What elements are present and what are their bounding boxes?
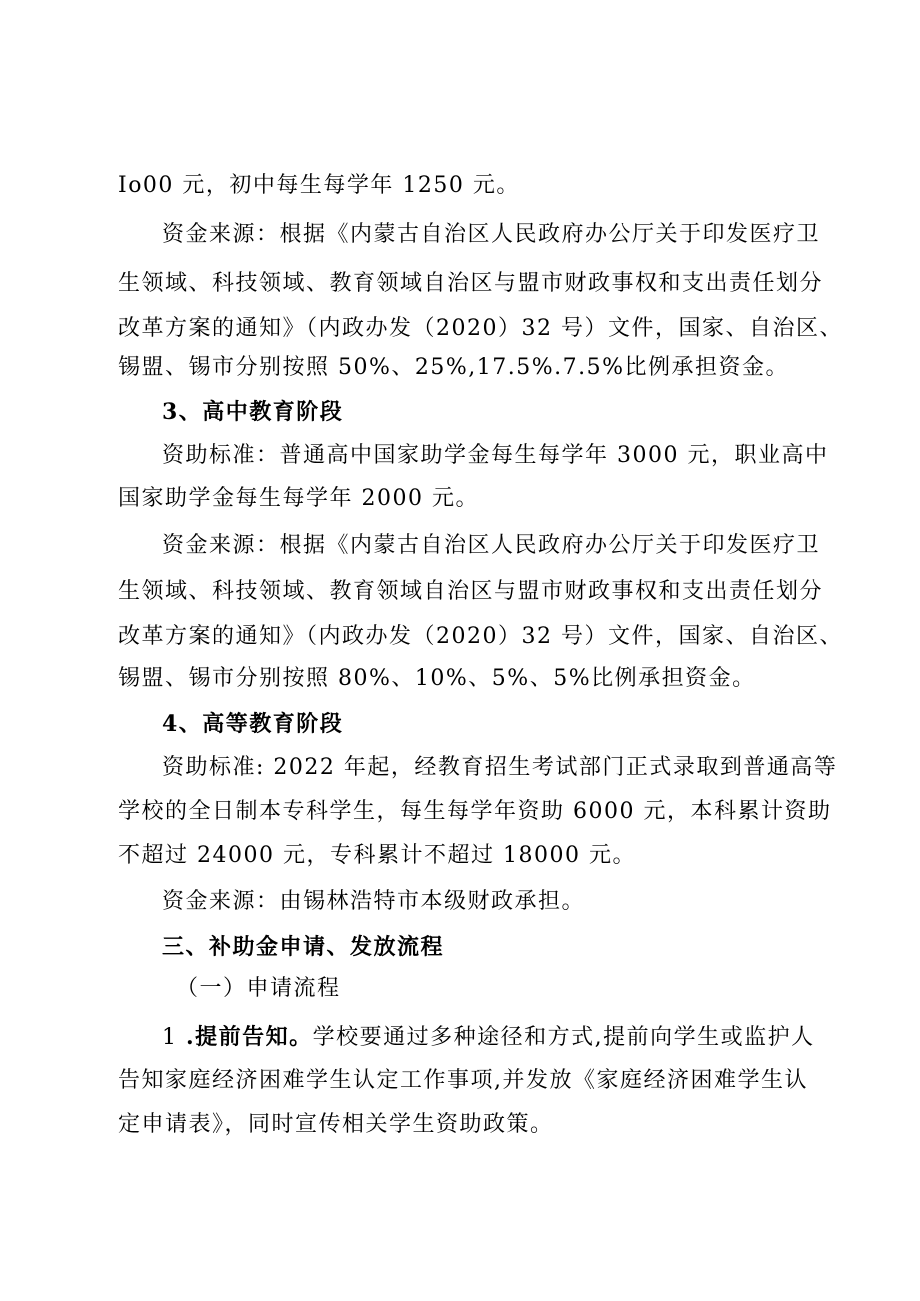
text-line: 告知家庭经济困难学生认定工作事项,并发放《家庭经济困难学生认 — [118, 1068, 808, 1093]
text-line: 资金来源：由锡林浩特市本级财政承担。 — [162, 889, 586, 914]
section-heading: 三、补助金申请、发放流程 — [162, 934, 445, 960]
text-line: Io00 元，初中每生每学年 1250 元。 — [118, 173, 520, 198]
text-line: 资助标准: 2022 年起，经教育招生考试部门正式录取到普通高等 — [162, 755, 838, 780]
text-line: 生领域、科技领域、教育领域自治区与盟市财政事权和支出责任划分 — [118, 579, 824, 604]
list-item-text: 学校要通过多种途径和方式,提前向学生或监护人 — [312, 1025, 815, 1050]
text-line: 资金来源：根据《内蒙古自治区人民政府办公厅关于印发医疗卫 — [162, 222, 821, 247]
text-line: 改革方案的通知》（内政办发（2020）32 号）文件，国家、自治区、 — [118, 624, 843, 649]
subsection-heading: （一）申请流程 — [176, 976, 341, 1001]
list-item-title: .提前告知。 — [186, 1024, 313, 1050]
list-number: 1 — [162, 1025, 178, 1050]
text-line: 国家助学金每生每学年 2000 元。 — [118, 486, 479, 511]
text-line: 生领域、科技领域、教育领域自治区与盟市财政事权和支出责任划分 — [118, 271, 824, 296]
text-line: 锡盟、锡市分别按照 50%、25%,17.5%.7.5%比例承担资金。 — [118, 355, 790, 380]
list-item — [162, 1022, 815, 1053]
section-heading: 4、高等教育阶段 — [162, 711, 344, 737]
text-line: 学校的全日制本专科学生，每生每学年资助 6000 元，本科累计资助 — [118, 799, 832, 824]
text-line: 资助标准：普通高中国家助学金每生每学年 3000 元，职业高中 — [162, 443, 829, 468]
text-line: 不超过 24000 元，专科累计不超过 18000 元。 — [118, 843, 636, 868]
text-line: 资金来源：根据《内蒙古自治区人民政府办公厅关于印发医疗卫 — [162, 533, 821, 558]
section-heading: 3、高中教育阶段 — [162, 399, 344, 425]
text-line: 定申请表》，同时宣传相关学生资助政策。 — [118, 1112, 554, 1137]
text-line: 改革方案的通知》（内政办发（2020）32 号）文件，国家、自治区、 — [118, 316, 843, 341]
text-line: 锡盟、锡市分别按照 80%、10%、5%、5%比例承担资金。 — [118, 666, 756, 691]
